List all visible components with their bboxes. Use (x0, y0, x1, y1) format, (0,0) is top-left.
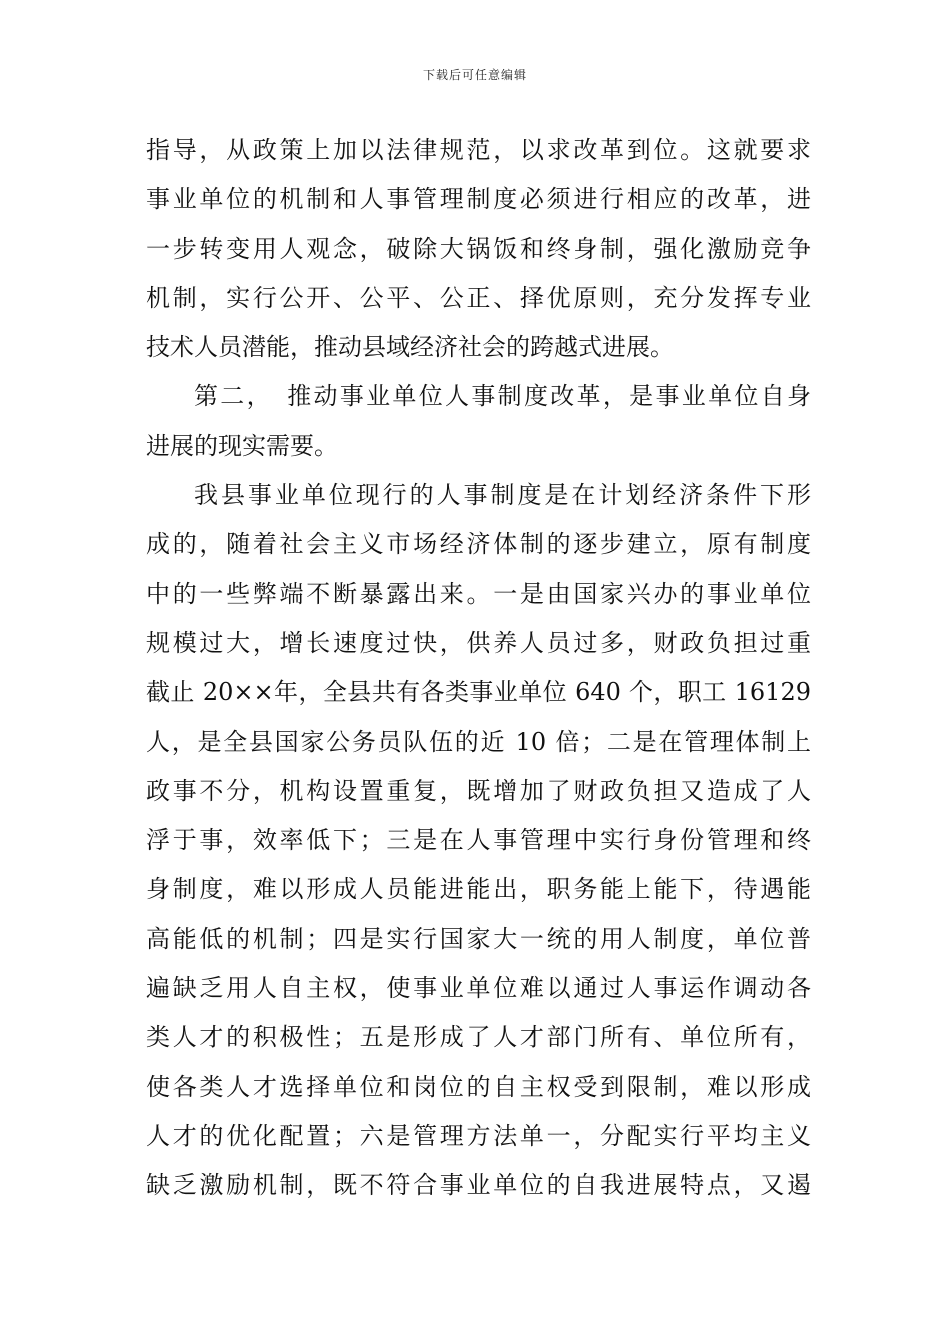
paragraph-3-line-2: 成的，随着社会主义市场经济体制的逐步建立，原有制度 (146, 530, 811, 559)
paragraph-3-line-6: 人，是全县国家公务员队伍的近 10 倍；二是在管理体制上 (146, 727, 811, 756)
paragraph-3-line-10: 高能低的机制；四是实行国家大一统的用人制度，单位普 (146, 924, 811, 953)
paragraph-3-line-4: 规模过大，增长速度过快，供养人员过多，财政负担过重 (146, 628, 811, 657)
paragraph-3-line-9: 身制度，难以形成人员能进能出，职务能上能下，待遇能 (146, 875, 811, 904)
paragraph-1-line-2: 事业单位的机制和人事管理制度必须进行相应的改革，进 (146, 185, 811, 214)
paragraph-3-line-11: 遍缺乏用人自主权，使事业单位难以通过人事运作调动各 (146, 974, 811, 1003)
paragraph-2-line-1: 第二， 推动事业单位人事制度改革，是事业单位自身 (194, 382, 811, 411)
paragraph-3-line-13: 使各类人才选择单位和岗位的自主权受到限制，难以形成 (146, 1072, 811, 1101)
paragraph-3-line-5: 截止 20××年，全县共有各类事业单位 640 个，职工 16129 (146, 678, 811, 707)
paragraph-3-line-14: 人才的优化配置；六是管理方法单一，分配实行平均主义 (146, 1121, 811, 1150)
paragraph-1-line-5: 技术人员潜能，推动县域经济社会的跨越式进展。 (146, 333, 674, 362)
paragraph-3-line-3: 中的一些弊端不断暴露出来。一是由国家兴办的事业单位 (146, 579, 811, 608)
paragraph-1-line-4: 机制，实行公开、公平、公正、择优原则，充分发挥专业 (146, 283, 811, 312)
paragraph-3-line-7: 政事不分，机构设置重复，既增加了财政负担又造成了人 (146, 776, 811, 805)
paragraph-1-line-1: 指导，从政策上加以法律规范，以求改革到位。这就要求 (146, 136, 811, 164)
document-body (146, 126, 811, 1211)
paragraph-3-line-8: 浮于事，效率低下；三是在人事管理中实行身份管理和终 (146, 826, 811, 855)
paragraph-3-line-1: 我县事业单位现行的人事制度是在计划经济条件下形 (194, 481, 811, 510)
paragraph-3-line-15: 缺乏激励机制，既不符合事业单位的自我进展特点，又遏 (146, 1171, 811, 1200)
page-header-note: 下载后可任意编辑 (422, 68, 527, 82)
paragraph-1-line-3: 一步转变用人观念，破除大锅饭和终身制，强化激励竞争 (146, 234, 811, 263)
paragraph-3-line-12: 类人才的积极性；五是形成了人才部门所有、单位所有， (146, 1023, 811, 1052)
paragraph-2-line-2: 进展的现实需要。 (146, 431, 338, 460)
